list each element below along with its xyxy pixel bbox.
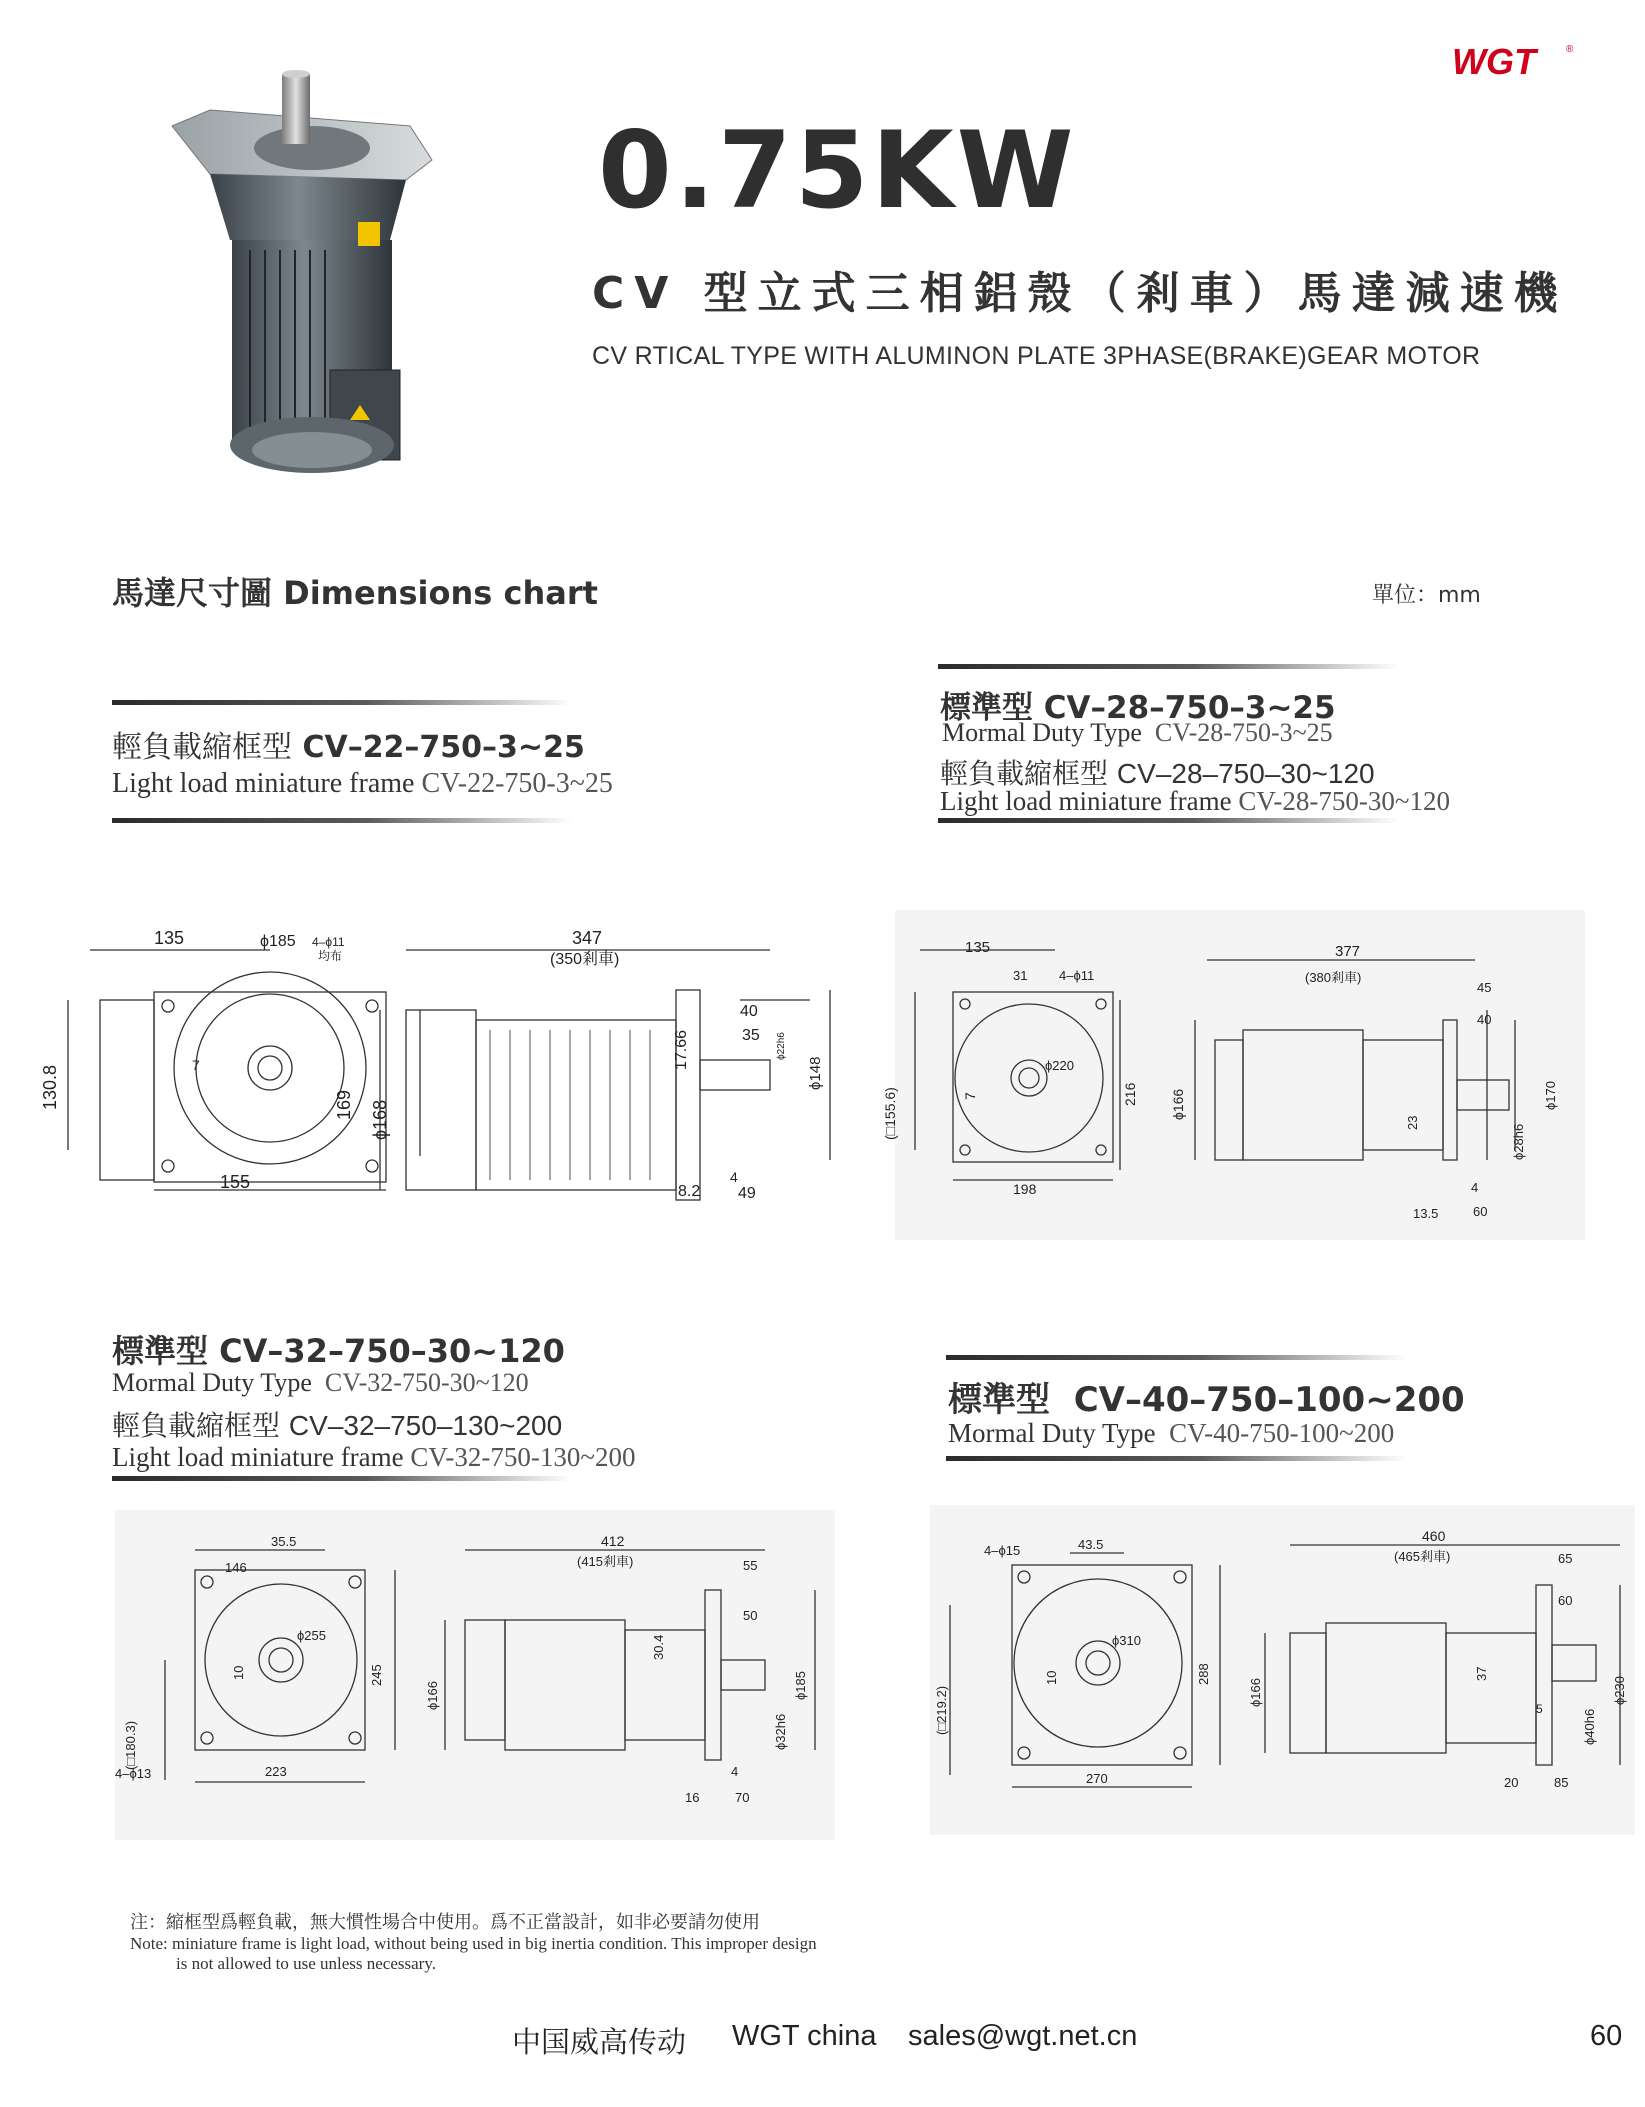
cv40-std-cn: 標準型: [948, 1380, 1050, 1420]
dim-label: ϕ255: [297, 1628, 326, 1643]
note-en-line: Note: miniature frame is light load, without being used in big inertia condition. This improper design: [130, 1934, 817, 1953]
dim-label: 223: [265, 1764, 287, 1779]
dim-label: ϕ185: [793, 1671, 808, 1700]
divider-bottom: [938, 818, 1398, 823]
cv32-std-en: Mormal Duty Type: [112, 1368, 312, 1397]
dim-label: 17.66: [673, 1029, 690, 1070]
dim-label: ϕ166: [425, 1681, 440, 1710]
cv28-light-cn: 輕負載縮框型: [940, 757, 1109, 790]
dim-label: ϕ32h6: [773, 1713, 788, 1750]
dim-label: 40: [1477, 1012, 1492, 1027]
dim-label: ϕ310: [1112, 1633, 1141, 1648]
logo-text: WGT: [1452, 41, 1536, 82]
dim-label: 均布: [318, 949, 343, 963]
dim-label: 4: [1471, 1180, 1479, 1195]
dim-label: ϕ220: [1045, 1058, 1074, 1073]
dim-label: 85: [1554, 1775, 1569, 1790]
cv22-code: CV–22–750–3~25: [302, 730, 585, 765]
cv28-light-en-code: CV-28-750-30~120: [1238, 786, 1451, 816]
cv22-heading: [112, 722, 585, 766]
cv28-std-en: Mormal Duty Type: [942, 718, 1142, 747]
cv28-std-cn: 標準型: [940, 690, 1033, 726]
cv28-std-en-code: CV-28-750-3~25: [1154, 718, 1333, 747]
dim-label: ϕ170: [1543, 1081, 1558, 1110]
dim-label: 245: [369, 1664, 384, 1686]
dim-label: 65: [1558, 1551, 1573, 1566]
dim-label: 4–ϕ13: [115, 1766, 152, 1781]
dim-label: ϕ28h6: [1511, 1123, 1526, 1160]
dim-label: 198: [1013, 1181, 1037, 1197]
cv28-std-code: CV–28–750–3~25: [1043, 690, 1336, 726]
dim-label: 43.5: [1078, 1537, 1104, 1552]
title-english: CV RTICAL TYPE WITH ALUMINON PLATE 3PHASE(BRAKE)GEAR MOTOR: [592, 342, 1481, 370]
dim-label: 45: [1477, 980, 1492, 995]
note-chinese: 注：縮框型爲輕負載，無大慣性場合中使用。爲不正當設計，如非必要請勿使用: [130, 1912, 760, 1933]
divider-top: [938, 664, 1398, 669]
dim-label: 169: [334, 1089, 354, 1120]
dim-label: 16: [685, 1790, 700, 1805]
dim-label: 8.2: [678, 1183, 701, 1200]
dim-label: 4–ϕ15: [984, 1543, 1021, 1558]
dim-label: ϕ185: [260, 933, 296, 950]
footer-company-cn: 中国威高传动: [512, 2027, 687, 2059]
dim-label: 460: [1422, 1528, 1446, 1544]
cv32-std-code: CV–32–750–30~120: [219, 1332, 565, 1370]
dim-label: 31: [1013, 968, 1028, 983]
divider-top: [112, 700, 572, 705]
cv32-std-cn: 標準型: [112, 1332, 209, 1370]
brand-logo: [1452, 40, 1576, 84]
cv40-std-en-code: CV-40-750-100~200: [1169, 1418, 1395, 1448]
cv40-std-code: CV–40–750–100~200: [1073, 1380, 1465, 1420]
dim-label: 216: [1122, 1082, 1138, 1106]
dim-label: ϕ230: [1612, 1676, 1627, 1705]
dim-label: (□180.3): [123, 1720, 138, 1770]
dim-label: 4: [730, 1169, 738, 1185]
dim-label: 35.5: [271, 1534, 297, 1549]
page-number: 60: [1590, 2020, 1623, 2052]
dim-label: (350剎車): [550, 951, 620, 968]
dim-label: 60: [1558, 1593, 1573, 1608]
dim-label: 4–ϕ11: [1059, 968, 1095, 983]
footer-company-en: WGT china: [732, 2020, 877, 2052]
dim-label: 155: [220, 1172, 251, 1192]
dim-label: 135: [154, 928, 185, 948]
cv40-dimension-drawing: [930, 1505, 1635, 1835]
unit-label: 單位：mm: [1372, 583, 1481, 608]
cv32-std-heading: [112, 1326, 565, 1372]
dim-label: ϕ148: [807, 1056, 824, 1090]
cv32-light-code: CV–32–750–130~200: [288, 1410, 563, 1441]
dim-label: 49: [738, 1185, 756, 1202]
dim-label: 377: [1335, 943, 1361, 960]
dim-label: (□155.6): [882, 1087, 898, 1140]
dim-label: 5: [1536, 1702, 1543, 1716]
cv32-std-en-line: [112, 1368, 529, 1398]
dim-label: (465剎車): [1394, 1549, 1451, 1564]
cv22-code-en: CV-22-750-3~25: [421, 768, 613, 799]
cv28-light-code: CV–28–750–30~120: [1116, 758, 1375, 789]
cv32-light-en-line: [112, 1442, 636, 1473]
dim-label: 23: [1405, 1115, 1420, 1130]
dim-label: ϕ166: [1170, 1088, 1186, 1120]
gear-motor-image: [170, 70, 450, 480]
power-rating: 0.75KW: [598, 109, 1077, 232]
dim-label: 4–ϕ11: [312, 935, 345, 949]
cv28-std-en-line: [942, 718, 1333, 748]
cv40-std-heading: [948, 1372, 1465, 1421]
cv22-label-cn: 輕負載縮框型: [112, 730, 292, 765]
cv32-light-heading: [112, 1404, 562, 1444]
dim-label: 37: [1474, 1666, 1489, 1681]
cv32-dimension-drawing: [115, 1510, 835, 1840]
cv32-light-en: Light load miniature frame: [112, 1442, 404, 1472]
footer-email[interactable]: sales@wgt.net.cn: [908, 2020, 1138, 2052]
dim-label: 130.8: [40, 1064, 60, 1110]
dim-label: (□219.2): [934, 1685, 949, 1735]
dim-label: 347: [572, 928, 603, 948]
dim-label: ϕ40h6: [1582, 1708, 1597, 1745]
dim-label: ϕ22h6: [776, 1032, 787, 1060]
dim-label: 10: [231, 1665, 246, 1680]
dim-label: 288: [1196, 1663, 1211, 1685]
dim-label: (380剎車): [1305, 970, 1362, 985]
dim-label: 4: [731, 1764, 739, 1779]
divider-bottom: [946, 1456, 1406, 1461]
cv40-std-en-line: [948, 1418, 1394, 1449]
dim-label: 55: [743, 1558, 758, 1573]
cv28-dimension-drawing: [882, 910, 1585, 1240]
dim-label: 270: [1086, 1771, 1108, 1786]
dim-label: (415剎車): [577, 1554, 634, 1569]
cv32-light-en-code: CV-32-750-130~200: [410, 1442, 636, 1472]
dim-label: 60: [1473, 1204, 1488, 1219]
section-title: 馬達尺寸圖 Dimensions chart: [112, 574, 598, 612]
dim-label: 20: [1504, 1775, 1519, 1790]
cv28-light-en-line: [940, 786, 1450, 817]
cv32-std-en-code: CV-32-750-30~120: [324, 1368, 529, 1397]
dim-label: 412: [601, 1533, 625, 1549]
dim-label: 146: [225, 1560, 247, 1575]
title-chinese: CV 型立式三相鋁殼（剎車）馬達減速機: [592, 268, 1568, 319]
dim-label: 10: [1044, 1670, 1059, 1685]
cv22-en-line: [112, 768, 613, 800]
dim-label: ϕ166: [1248, 1678, 1263, 1707]
dim-label: 135: [965, 939, 991, 956]
dim-label: 30.4: [651, 1634, 666, 1660]
divider-bottom: [112, 818, 572, 823]
logo-registered: ®: [1566, 44, 1574, 55]
cv40-std-en: Mormal Duty Type: [948, 1418, 1156, 1448]
dim-label: 13.5: [1413, 1206, 1439, 1221]
note-english: [130, 1934, 817, 1974]
note-en-line: is not allowed to use unless necessary.: [176, 1954, 436, 1973]
dim-label: ϕ168: [370, 1099, 390, 1140]
cv22-dimension-drawing: [40, 920, 850, 1220]
dim-label: 50: [743, 1608, 758, 1623]
dim-label: 7: [962, 1092, 978, 1100]
cv22-label-en: Light load miniature frame: [112, 768, 415, 799]
cv32-light-cn: 輕負載縮框型: [112, 1409, 281, 1442]
dim-label: 40: [740, 1003, 758, 1020]
dim-label: 7: [192, 1057, 200, 1073]
divider-bottom: [112, 1476, 572, 1481]
dim-label: 70: [735, 1790, 750, 1805]
dim-label: 35: [742, 1027, 760, 1044]
cv28-light-en: Light load miniature frame: [940, 786, 1232, 816]
divider-top: [946, 1355, 1406, 1360]
